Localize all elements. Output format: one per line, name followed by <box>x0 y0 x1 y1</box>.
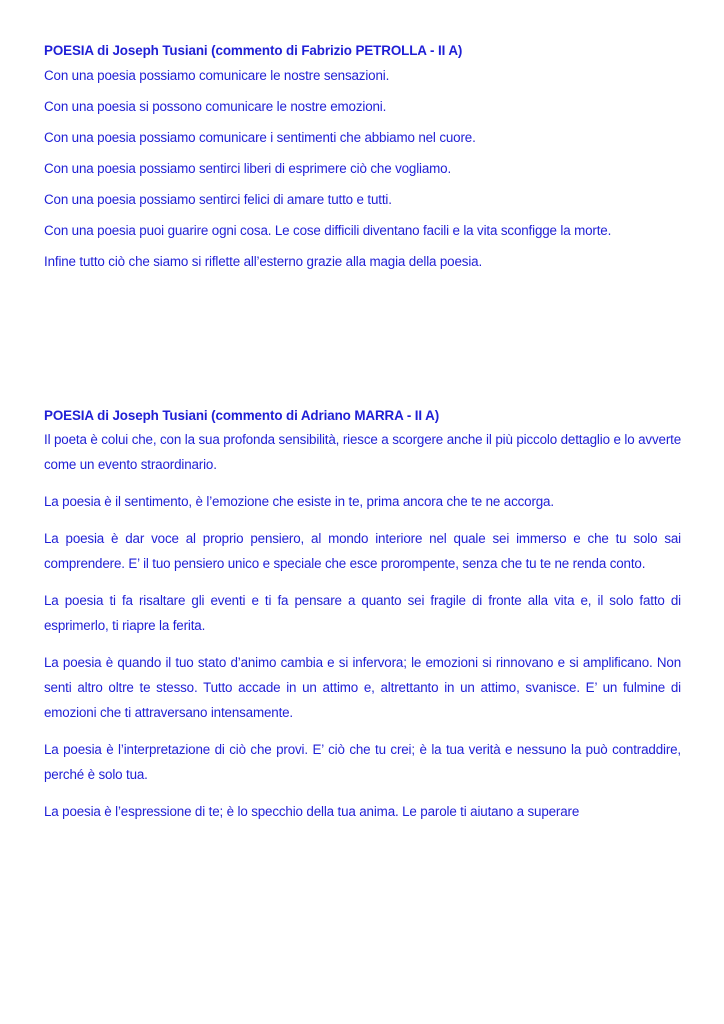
comment-section-marra <box>44 406 681 824</box>
section-heading: POESIA di Joseph Tusiani (commento di Fabrizio PETROLLA - II A) <box>44 43 463 58</box>
paragraph: La poesia è il sentimento, è l’emozione che esiste in te, prima ancora che te ne accorga. <box>44 494 554 509</box>
paragraph: La poesia è quando il tuo stato d’animo cambia e si infervora; le emozioni si rinnovano e si amplificano. Non senti altro oltre te stesso. Tutto accade in un attimo e, altrettanto in un attimo, svanisce. E’ un fulmine di emozioni che ti attraversano intensamente. <box>44 655 681 720</box>
paragraph: La poesia è dar voce al proprio pensiero, al mondo interiore nel quale sei immerso e che tu solo sai comprendere. E’ il tuo pensiero unico e speciale che esce prorompente, senza che tu te ne renda conto. <box>44 531 681 571</box>
paragraph: La poesia è l’espressione di te; è lo specchio della tua anima. Le parole ti aiutano a superare <box>44 804 580 819</box>
paragraph: Con una poesia possiamo sentirci liberi di esprimere ciò che vogliamo. <box>44 161 452 176</box>
paragraph: Con una poesia puoi guarire ogni cosa. Le cose difficili diventano facili e la vita sconfigge la morte. <box>44 223 612 238</box>
section-heading: POESIA di Joseph Tusiani (commento di Adriano MARRA - II A) <box>44 408 440 423</box>
paragraph: La poesia è l’interpretazione di ciò che provi. E’ ciò che tu crei; è la tua verità e nessuno la può contraddire, perché è solo tua. <box>44 742 681 782</box>
paragraph: Con una poesia possiamo comunicare i sentimenti che abbiamo nel cuore. <box>44 130 476 145</box>
paragraph: Infine tutto ciò che siamo si riflette all’esterno grazie alla magia della poesia. <box>44 254 483 269</box>
paragraph: La poesia ti fa risaltare gli eventi e ti fa pensare a quanto sei fragile di fronte alla vita e, il solo fatto di esprimerlo, ti riapre la ferita. <box>44 593 681 633</box>
paragraph: Il poeta è colui che, con la sua profonda sensibilità, riesce a scorgere anche il più piccolo dettaglio e lo avverte come un evento straordinario. <box>44 432 681 472</box>
comment-section-petrolla <box>44 41 681 271</box>
paragraph: Con una poesia si possono comunicare le nostre emozioni. <box>44 99 387 114</box>
paragraph: Con una poesia possiamo comunicare le nostre sensazioni. <box>44 68 390 83</box>
paragraph: Con una poesia possiamo sentirci felici di amare tutto e tutti. <box>44 192 392 207</box>
